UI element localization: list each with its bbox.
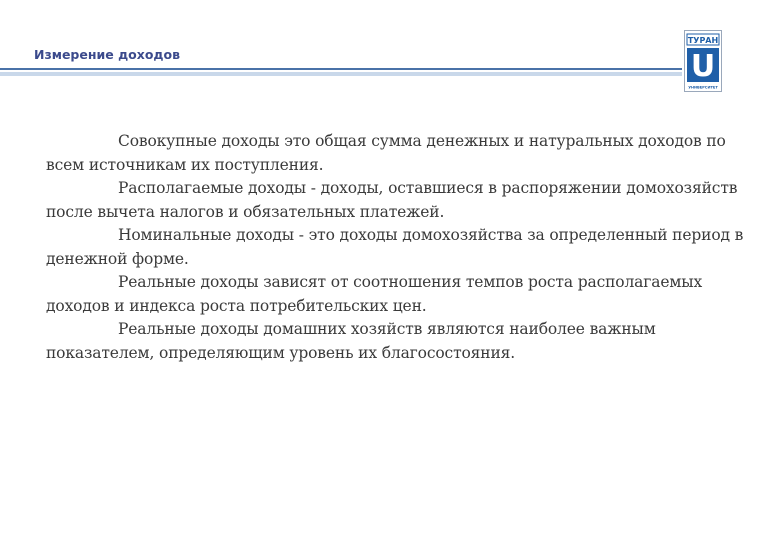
logo-top-text: ТУРАН	[687, 36, 719, 45]
logo-letter: U	[690, 49, 716, 84]
header-divider	[0, 68, 682, 70]
header-divider-shadow	[0, 72, 682, 76]
slide-title: Измерение доходов	[34, 47, 180, 62]
turan-logo-icon	[684, 30, 722, 92]
paragraph-real-income-indicator: Реальные доходы домашних хозяйств являются наиболее важным показателем, определяющим уровень их благосостояния.	[46, 320, 656, 362]
paragraph-nominal-income: Номинальные доходы - это доходы домохозяйства за определенный период в денежной форме.	[46, 226, 744, 268]
logo-bottom-text: УНИВЕРСИТЕТ	[688, 85, 718, 90]
paragraph-real-income-dependency: Реальные доходы зависят от соотношения темпов роста располагаемых доходов и индекса роста потребительских цен.	[46, 273, 703, 315]
paragraph-disposable-income: Располагаемые доходы - доходы, оставшиеся в распоряжении домохозяйств после вычета налогов и обязательных платежей.	[46, 179, 738, 221]
slide-body	[46, 130, 746, 365]
paragraph-total-income: Совокупные доходы это общая сумма денежных и натуральных доходов по всем источникам их поступления.	[46, 132, 726, 174]
turan-logo	[684, 30, 722, 92]
